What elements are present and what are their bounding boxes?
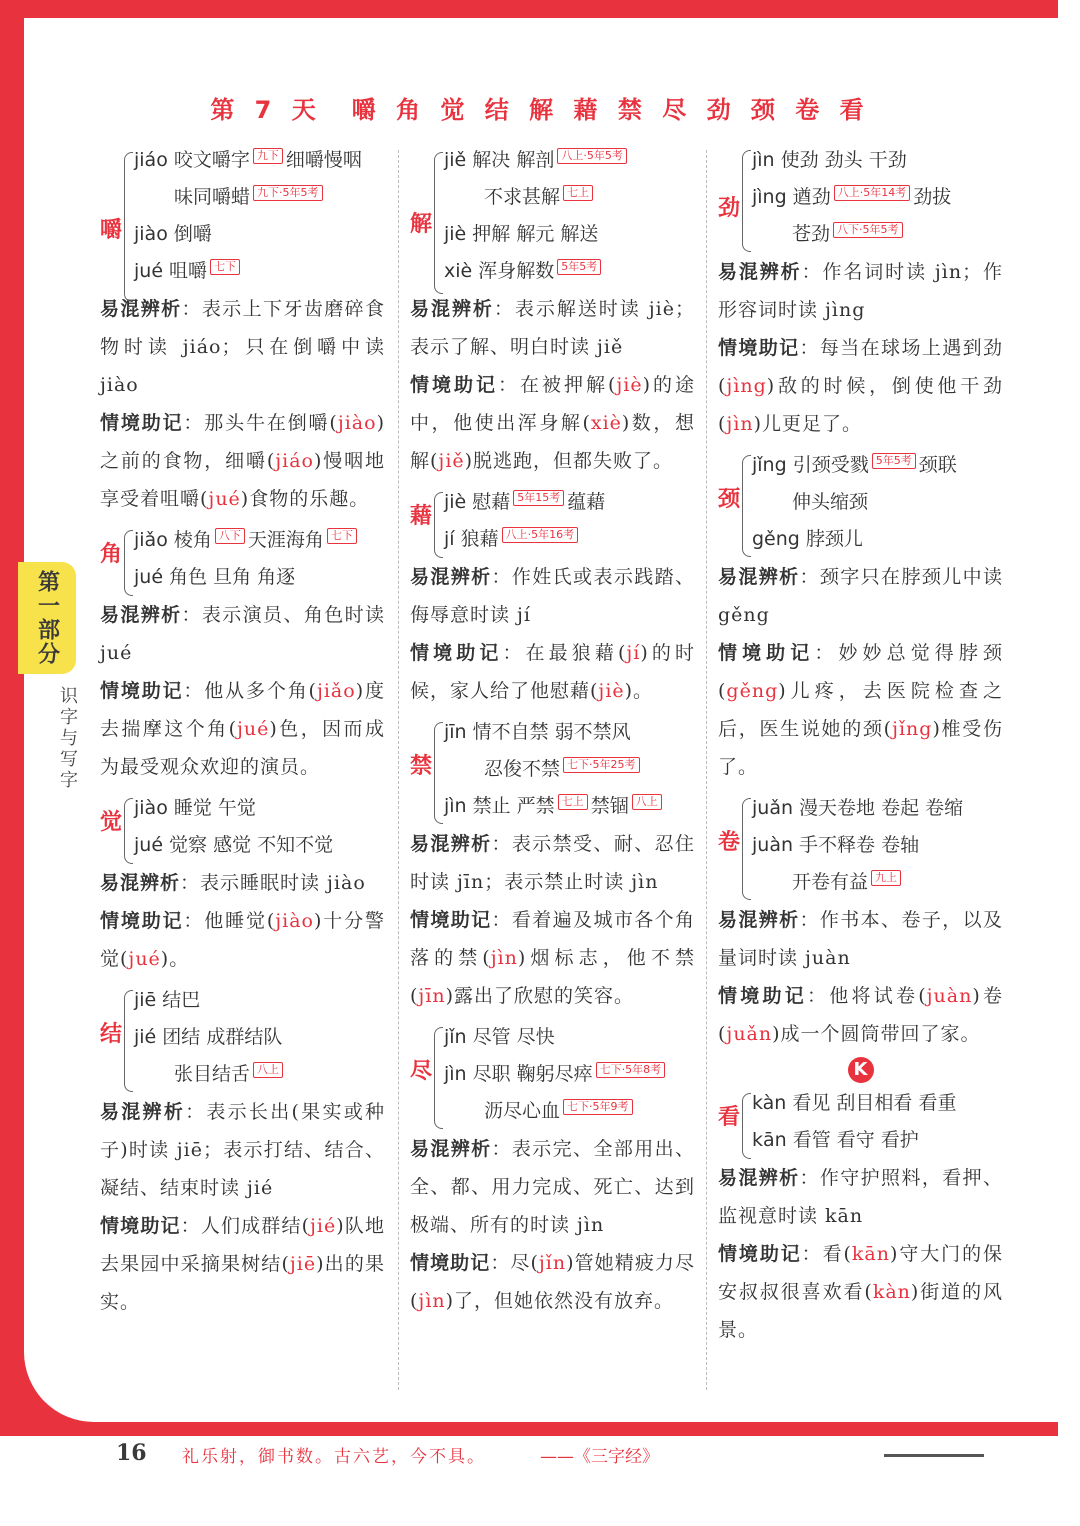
- entry-character: 看: [718, 1104, 741, 1130]
- grade-tag: 八上·5年14考: [834, 185, 911, 201]
- grade-tag: 九下·5年5考: [253, 185, 323, 201]
- entry-character: 结: [100, 1021, 123, 1047]
- entry-character: 解: [410, 211, 433, 237]
- reading-word: 伸头缩颈: [792, 491, 869, 513]
- column-3: [718, 142, 1003, 1353]
- brace: [124, 798, 133, 864]
- reading-line: jué 角色 旦角 角逐: [134, 566, 296, 588]
- entry-character: 角: [100, 541, 123, 567]
- brace: [742, 1093, 751, 1159]
- brace: [434, 722, 443, 824]
- reading-line: jiào 倒嚼: [134, 223, 212, 245]
- entry-jie: [100, 982, 385, 1321]
- page-footer: [0, 1436, 1080, 1472]
- letter-k-label: K: [848, 1057, 874, 1083]
- grade-tag: 九上: [871, 870, 901, 886]
- distinction-note: 易混辨析：作名词时读 jìn；作形容词时读 jìng: [718, 261, 1003, 321]
- entry-jiao: [100, 142, 385, 518]
- memory-aid: 情境助记：尽(jǐn)管她精疲力尽(jìn)了，但她依然没有放弃。: [410, 1252, 695, 1312]
- grade-tag: 5年5考: [872, 453, 916, 469]
- distinction-note: 易混辨析：颈字只在脖颈儿中读 gěng: [718, 566, 1003, 626]
- brace: [742, 455, 751, 557]
- memory-aid: 情境助记：他睡觉(jiào)十分警觉(jué)。: [100, 910, 385, 970]
- footer-quote: 礼乐射，御书数。古六艺，今不具。: [182, 1447, 486, 1467]
- memory-aid: 情境助记：看(kān)守大门的保安叔叔很喜欢看(kàn)街道的风景。: [718, 1243, 1003, 1341]
- entry-character: 藉: [410, 503, 433, 529]
- reading-word: 味同嚼蜡: [174, 186, 251, 208]
- entry-ji: [410, 484, 695, 710]
- reading-line: jié 团结 成群结队: [134, 1026, 283, 1048]
- distinction-note: 易混辨析：表示上下牙齿磨碎食物时读 jiáo；只在倒嚼中读 jiào: [100, 298, 385, 396]
- entry-jie2: [410, 142, 695, 480]
- reading-line: gěng 脖颈儿: [752, 528, 863, 550]
- reading-line: jǐng 引颈受戮: [752, 454, 869, 476]
- memory-aid: 情境助记：他将试卷(juàn)卷(juǎn)成一个圆筒带回了家。: [718, 985, 1003, 1045]
- distinction-note: 易混辨析：作书本、卷子，以及量词时读 juàn: [718, 909, 1003, 969]
- brace: [742, 798, 751, 900]
- memory-aid: 情境助记：在最狼藉(jí)的时候，家人给了他慰藉(jiè)。: [410, 642, 695, 702]
- footer-rule: [884, 1454, 984, 1457]
- section-tab: [18, 562, 76, 674]
- memory-aid: 情境助记：每当在球场上遇到劲(jìng)敌的时候，倒使他干劲(jìn)儿更足了。: [718, 337, 1003, 435]
- entry-character: 劲: [718, 195, 741, 221]
- grade-tag: 七下·5年8考: [596, 1062, 666, 1078]
- brace: [434, 152, 443, 294]
- reading-word: 开卷有益: [792, 871, 869, 893]
- entry-character: 觉: [100, 809, 123, 835]
- brace: [742, 150, 751, 252]
- memory-aid: 情境助记：妙妙总觉得脖颈(gěng)儿疼，去医院检查之后，医生说她的颈(jǐng)椎受伤了。: [718, 642, 1003, 778]
- brace: [124, 152, 133, 302]
- distinction-note: 易混辨析：表示完、全部用出、全、都、用力完成、死亡、达到极端、所有的时读 jìn: [410, 1138, 695, 1236]
- grade-tag: 七下·5年25考: [563, 757, 640, 773]
- distinction-note: 易混辨析：表示睡眠时读 jiào: [100, 872, 366, 894]
- memory-aid: 情境助记：看着遍及城市各个角落的禁(jìn)烟标志，他不禁(jīn)露出了欣慰的笑容。: [410, 909, 695, 1007]
- reading-line: kān 看管 看守 看护: [752, 1129, 919, 1151]
- column-divider: [398, 150, 399, 1390]
- entry-character: 卷: [718, 829, 741, 855]
- reading-word: 天涯海角: [247, 529, 324, 551]
- reading-line: jiě 解决 解剖: [444, 149, 555, 171]
- reading-word: 沥尽心血: [484, 1100, 561, 1122]
- memory-aid: 情境助记：人们成群结(jié)队地去果园中采摘果树结(jiē)出的果实。: [100, 1215, 385, 1313]
- letter-k-icon: [718, 1057, 1003, 1083]
- grade-tag: 八上: [632, 794, 662, 810]
- grade-tag: 八上: [253, 1062, 283, 1078]
- reading-line: jué 咀嚼: [134, 260, 208, 282]
- distinction-note: 易混辨析：作守护照料，看押、监视意时读 kān: [718, 1167, 1003, 1227]
- brace: [124, 990, 133, 1092]
- distinction-note: 易混辨析：作姓氏或表示践踏、侮辱意时读 jí: [410, 566, 695, 626]
- page-title: 第 7 天 嚼 角 觉 结 解 藉 禁 尽 劲 颈 卷 看: [210, 96, 870, 124]
- reading-word: 忍俊不禁: [484, 758, 561, 780]
- reading-line: jìn 禁止 严禁: [444, 795, 555, 817]
- column-divider: [706, 150, 707, 1390]
- memory-aid: 情境助记：那头牛在倒嚼(jiào)之前的食物，细嚼(jiáo)慢咽地享受着咀嚼(jué)食物的乐趣。: [100, 412, 385, 510]
- reading-line: jiè 慰藉: [444, 491, 511, 513]
- page-number: 16: [116, 1440, 147, 1466]
- distinction-note: 易混辨析：表示解送时读 jiè；表示了解、明白时读 jiě: [410, 298, 695, 358]
- grade-tag: 八上·5年5考: [557, 148, 627, 164]
- reading-line: jí 狼藉: [444, 528, 499, 550]
- reading-word: 细嚼慢咽: [285, 149, 362, 171]
- reading-line: jiē 结巴: [134, 989, 201, 1011]
- reading-word: 禁锢: [590, 795, 629, 817]
- entry-character: 颈: [718, 486, 741, 512]
- column-1: [100, 142, 385, 1325]
- entry-jin: [410, 714, 695, 1015]
- entry-kan: [718, 1085, 1003, 1349]
- reading-word: 苍劲: [792, 223, 831, 245]
- entry-jin3: [718, 142, 1003, 443]
- reading-word: 颈联: [918, 454, 957, 476]
- distinction-note: 易混辨析：表示演员、角色时读 jué: [100, 604, 385, 664]
- section-tab-label: 第一部分: [34, 570, 60, 666]
- reading-line: jiáo 咬文嚼字: [134, 149, 250, 171]
- grade-tag: 5年15考: [513, 490, 564, 506]
- reading-line: jiǎo 棱角: [134, 529, 212, 551]
- reading-word: 劲拔: [913, 186, 952, 208]
- section-subtitle: 识字与写字: [57, 686, 78, 791]
- reading-line: jīn 情不自禁 弱不禁风: [444, 721, 631, 743]
- reading-line: juǎn 漫天卷地 卷起 卷缩: [752, 797, 964, 819]
- reading-line: jìn 尽职 鞠躬尽瘁: [444, 1063, 593, 1085]
- entry-juan: [718, 790, 1003, 1053]
- entry-jin2: [410, 1019, 695, 1320]
- reading-word: 不求甚解: [484, 186, 561, 208]
- brace: [434, 1027, 443, 1129]
- grade-tag: 七上: [563, 185, 593, 201]
- reading-line: jìng 遒劲: [752, 186, 831, 208]
- entry-character: 嚼: [100, 217, 123, 243]
- reading-word: 张目结舌: [174, 1063, 251, 1085]
- grade-tag: 七下: [327, 528, 357, 544]
- entry-character: 尽: [410, 1058, 433, 1084]
- reading-line: xiè 浑身解数: [444, 260, 555, 282]
- grade-tag: 八上·5年16考: [502, 527, 579, 543]
- distinction-note: 易混辨析：表示长出(果实或种子)时读 jiē；表示打结、结合、凝结、结束时读 jié: [100, 1101, 385, 1199]
- reading-line: kàn 看见 刮目相看 看重: [752, 1092, 957, 1114]
- reading-line: jiào 睡觉 午觉: [134, 797, 256, 819]
- brace: [434, 492, 443, 558]
- reading-line: jiè 押解 解元 解送: [444, 223, 599, 245]
- entry-character: 禁: [410, 753, 433, 779]
- footer-source: ——《三字经》: [540, 1447, 659, 1467]
- column-2: [410, 142, 695, 1324]
- grade-tag: 八下·5年5考: [833, 222, 903, 238]
- grade-tag: 七下: [210, 259, 240, 275]
- memory-aid: 情境助记：在被押解(jiè)的途中，他使出浑身解(xiè)数，想解(jiě)脱逃跑，但都失败了。: [410, 374, 695, 472]
- brace: [124, 530, 133, 596]
- grade-tag: 七下·5年9考: [563, 1099, 633, 1115]
- reading-word: 蕴藉: [567, 491, 606, 513]
- entry-jue: [100, 522, 385, 786]
- distinction-note: 易混辨析：表示禁受、耐、忍住时读 jīn；表示禁止时读 jìn: [410, 833, 695, 893]
- entry-jiao-jue: [100, 790, 385, 978]
- reading-line: jìn 使劲 劲头 干劲: [752, 149, 907, 171]
- memory-aid: 情境助记：他从多个角(jiǎo)度去揣摩这个角(jué)色，因而成为最受观众欢迎的演员。: [100, 680, 385, 778]
- grade-tag: 七上: [558, 794, 588, 810]
- grade-tag: 九下: [253, 148, 283, 164]
- grade-tag: 5年5考: [557, 259, 601, 275]
- reading-line: juàn 手不释卷 卷轴: [752, 834, 920, 856]
- reading-line: jǐn 尽管 尽快: [444, 1026, 555, 1048]
- reading-line: jué 觉察 感觉 不知不觉: [134, 834, 334, 856]
- grade-tag: 八下: [215, 528, 245, 544]
- entry-jing: [718, 447, 1003, 786]
